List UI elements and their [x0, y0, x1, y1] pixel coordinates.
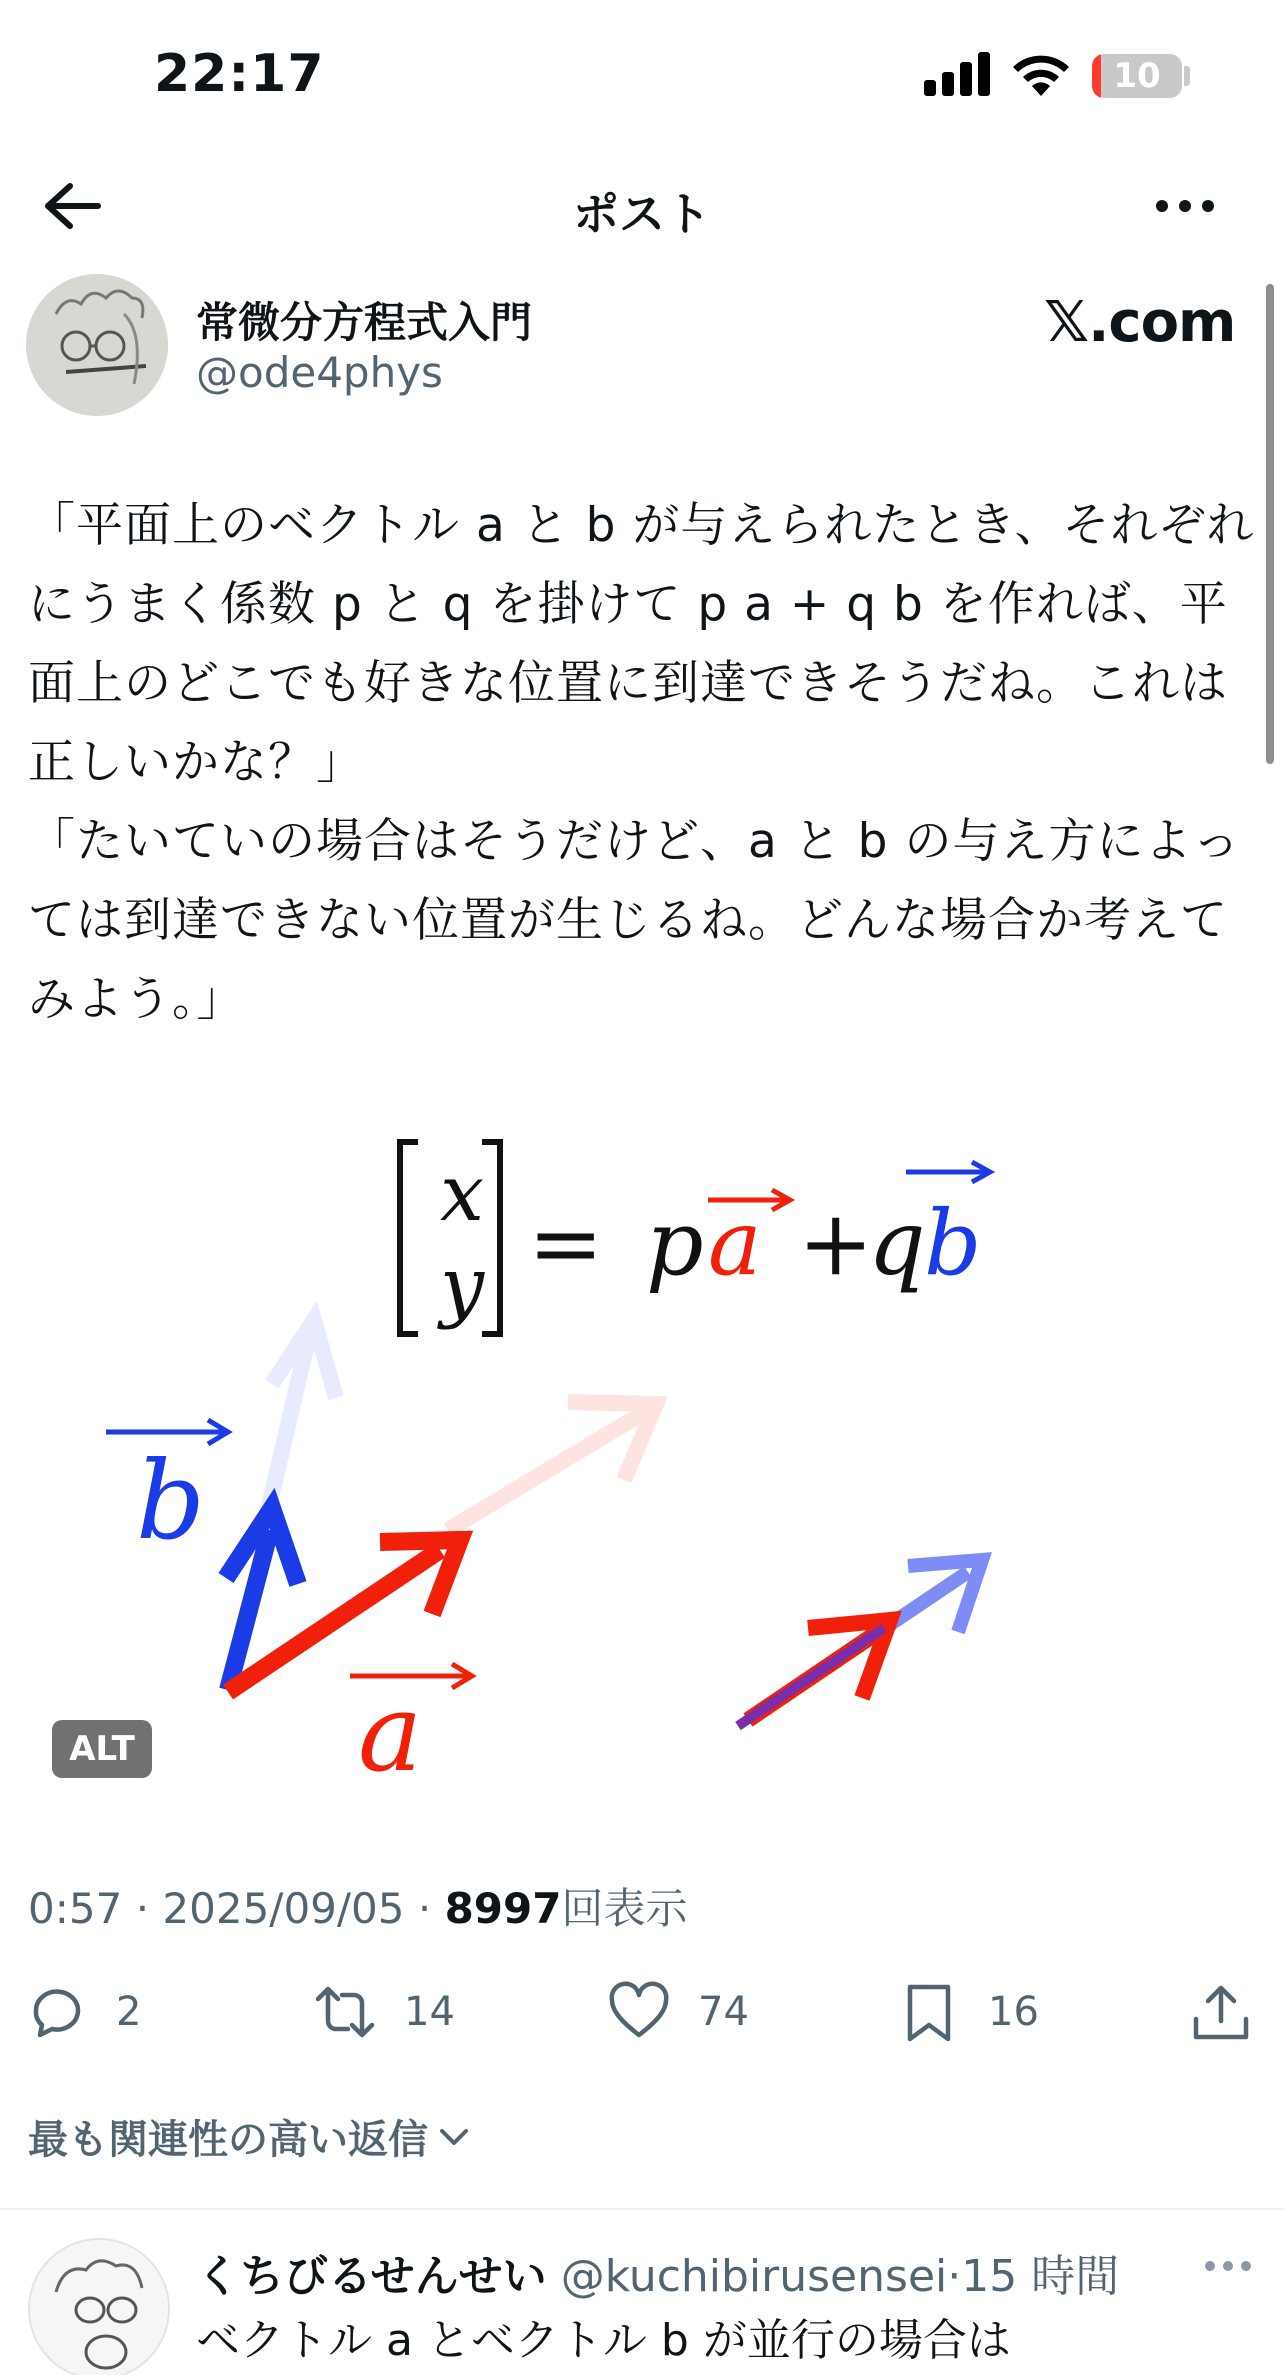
nav-header: [0, 160, 1284, 250]
post-image[interactable]: [28, 1120, 1256, 1800]
reply-avatar-image: [30, 2240, 170, 2375]
parallel-vectors: [738, 1560, 982, 1726]
post-paragraph: 「たいていの場合はそうだけど、a と b の与え方によっては到達できない位置が生じるね。どんな場合か考えてみよう。」: [28, 814, 1241, 1027]
post-time: 0:57: [28, 1884, 123, 1933]
x-com-logo: 𝕏.com: [1044, 290, 1236, 355]
vector-b-text: b: [136, 1439, 206, 1564]
vector-a-label: [350, 1664, 472, 1796]
reply-author-handle[interactable]: @kuchibirusensei: [560, 2251, 948, 2302]
repost-icon: [314, 1981, 376, 2043]
author-avatar-image: [26, 274, 168, 416]
share-icon: [1190, 1981, 1252, 2043]
reply-separator: ·: [947, 2251, 962, 2302]
reply-button[interactable]: [26, 1972, 141, 2052]
repost-button[interactable]: [314, 1972, 455, 2052]
wifi-icon: [1010, 50, 1072, 96]
post-paragraph: 「平面上のベクトル a と b が与えられたとき、それぞれにうまく係数 p と q を掛けて p a + q b を作れば、平面上のどこでも好きな位置に到達できそうだね。これは正しいかな？」: [28, 498, 1255, 790]
battery-tip: [1184, 66, 1190, 86]
equation-b: b: [924, 1191, 982, 1296]
reply-sort-dropdown[interactable]: [28, 2108, 474, 2165]
post-date: 2025/09/05: [162, 1884, 405, 1933]
like-button[interactable]: [608, 1972, 749, 2052]
like-count: 74: [698, 1989, 749, 2035]
meta-separator: ·: [417, 1884, 432, 1933]
reply-time: 15 時間: [961, 2251, 1120, 2302]
reply-text: ベクトル a とベクトル b が並行の場合は: [196, 2315, 1011, 2366]
share-button[interactable]: [1190, 1972, 1252, 2052]
action-bar: [0, 1972, 1284, 2052]
equation-equals: =: [528, 1191, 604, 1296]
vector-a-text: a: [358, 1671, 423, 1796]
author-name[interactable]: 常微分方程式入門: [196, 298, 533, 347]
battery-level: 10: [1113, 56, 1161, 96]
status-bar: [0, 0, 1284, 150]
status-time: 22:17: [154, 44, 325, 104]
divider: [0, 2208, 1284, 2210]
reply-more-icon[interactable]: [1204, 2256, 1252, 2276]
reply-avatar[interactable]: [28, 2238, 170, 2375]
faded-vectors: [268, 1320, 656, 1530]
page-title: ポスト: [573, 187, 711, 241]
reply-icon: [26, 1981, 88, 2043]
view-count: 8997: [444, 1884, 562, 1933]
reply-sort-label: 最も関連性の高い返信: [28, 2117, 428, 2163]
alt-text-badge[interactable]: ALT: [52, 1720, 152, 1778]
scrollbar[interactable]: [1266, 284, 1274, 764]
more-options-icon[interactable]: [1154, 184, 1216, 228]
post-text: [28, 486, 1264, 1039]
meta-separator: ·: [135, 1884, 150, 1933]
cellular-signal-icon: [924, 52, 992, 96]
reply-author-name[interactable]: くちびるせんせい: [196, 2251, 547, 2302]
repost-count: 14: [404, 1989, 455, 2035]
heart-icon: [608, 1981, 670, 2043]
bookmark-icon: [898, 1981, 960, 2043]
equation-p: p: [646, 1191, 704, 1296]
battery-icon: [1092, 54, 1182, 98]
equation-q: q: [868, 1191, 926, 1296]
reply-count: 2: [116, 1989, 142, 2035]
author-avatar[interactable]: [26, 274, 168, 416]
chevron-down-icon: [434, 2117, 474, 2157]
post-meta: [28, 1876, 687, 1936]
bookmark-count: 16: [988, 1989, 1039, 2035]
equation-y: y: [440, 1241, 485, 1331]
equation-x: x: [440, 1149, 484, 1239]
bookmark-button[interactable]: [898, 1972, 1039, 2052]
author-handle[interactable]: @ode4phys: [196, 348, 443, 397]
reply-header: [196, 2240, 1119, 2304]
equation: [400, 1142, 990, 1334]
view-count-label: 回表示: [561, 1884, 688, 1933]
equation-a: a: [708, 1191, 762, 1296]
equation-plus: +: [798, 1191, 874, 1296]
vector-b-label: [106, 1420, 228, 1564]
